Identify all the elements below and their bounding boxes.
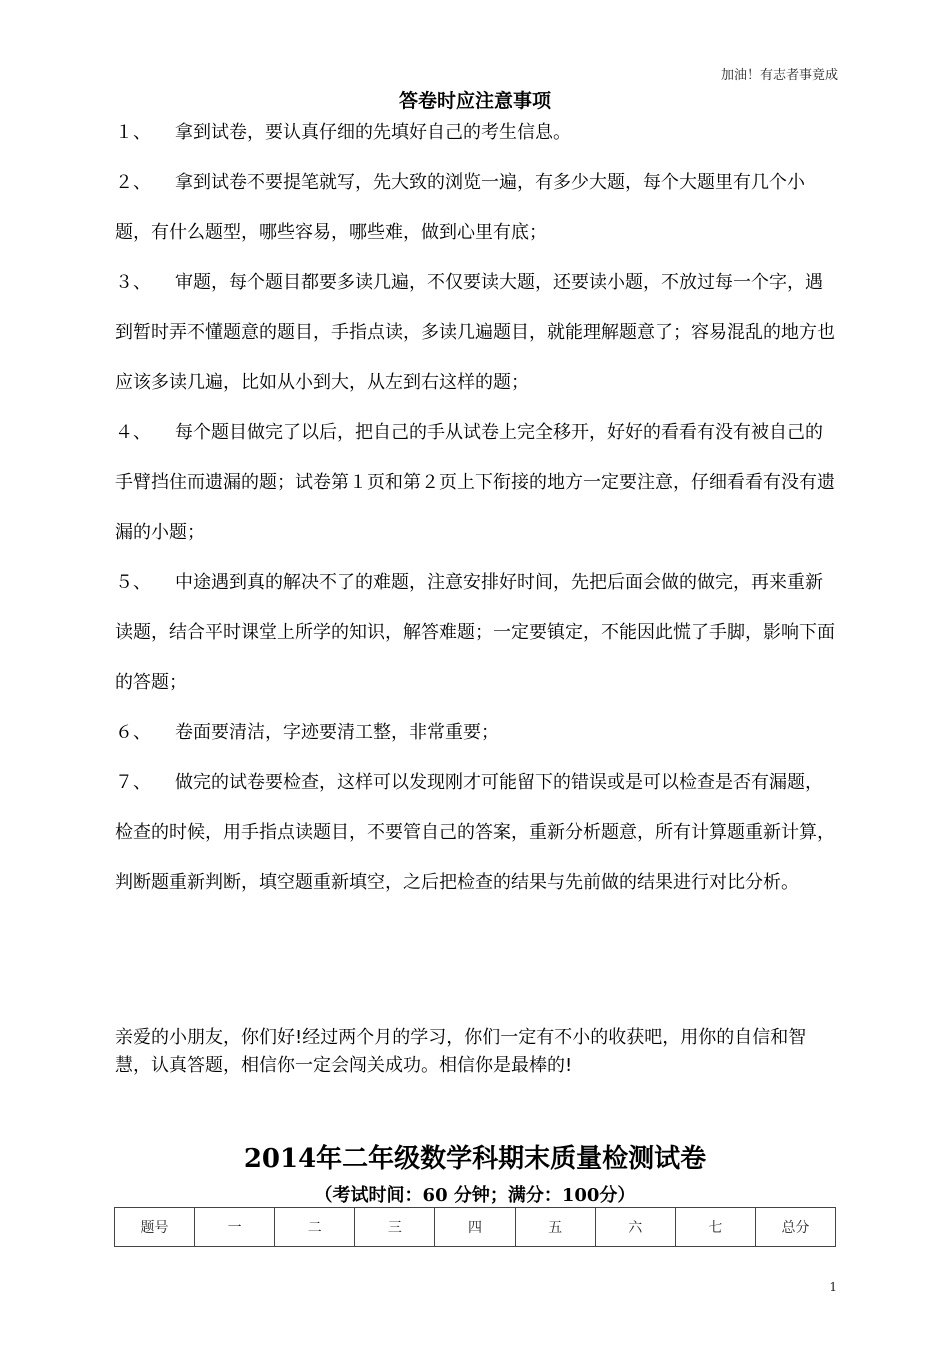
notice-text: 中途遇到真的解决不了的难题，注意安排好时间，先把后面会做的做完，再来重新读题，结合平时课堂上所学的知识，解答难题；一定要镇定，不能因此慌了手脚，影响下面的答题； [115, 572, 835, 693]
notice-text: 做完的试卷要检查，这样可以发现刚才可能留下的错误或是可以检查是否有漏题，检查的时候，用手指点读题目，不要管自己的答案，重新分析题意，所有计算题重新计算，判断题重新判断，填空题重新填空，之后把检查的结果与先前做的结果进行对比分析。 [115, 772, 835, 893]
page-number: 1 [829, 1280, 837, 1294]
notice-title: 答卷时应注意事项 [398, 90, 551, 112]
score-table-cell: 总分 [755, 1208, 835, 1247]
notice-number: ５、 [115, 572, 151, 593]
notice-text: 每个题目做完了以后，把自己的手从试卷上完全移开，好好的看看有没有被自己的手臂挡住而遗漏的题；试卷第１页和第２页上下衔接的地方一定要注意，仔细看看有没有遗漏的小题； [115, 422, 835, 543]
header-motto: 加油！有志者事竟成 [720, 68, 838, 83]
notice-number: ２、 [115, 172, 151, 193]
notice-number: ７、 [115, 772, 151, 793]
notice-text: 审题，每个题目都要多读几遍，不仅要读大题，还要读小题，不放过每一个字，遇到暂时弄不懂题意的题目，手指点读，多读几遍题目，就能理解题意了；容易混乱的地方也应该多读几遍，比如从小到大，从左到右这样的题； [115, 272, 835, 393]
notice-item-6 [115, 708, 837, 758]
notice-item-4 [115, 408, 837, 558]
score-table-cell: 一 [195, 1208, 275, 1247]
notice-number: ４、 [115, 422, 151, 443]
notice-text: 拿到试卷不要提笔就写，先大致的浏览一遍，有多少大题，每个大题里有几个小题，有什么题型，哪些容易，哪些难，做到心里有底； [115, 172, 805, 243]
score-table-cell: 题号 [115, 1208, 195, 1247]
notice-item-7 [115, 758, 837, 908]
greeting-paragraph: 亲爱的小朋友，你们好!经过两个月的学习，你们一定有不小的收获吧，用你的自信和智慧，认真答题，相信你一定会闯关成功。相信你是最棒的! [115, 1027, 807, 1076]
score-table-header-row [115, 1208, 836, 1247]
score-table-cell: 四 [435, 1208, 515, 1247]
notice-number: １、 [115, 122, 151, 143]
notice-number: ６、 [115, 722, 151, 743]
score-table-cell: 七 [675, 1208, 755, 1247]
score-table-cell: 三 [355, 1208, 435, 1247]
score-table-cell: 二 [275, 1208, 355, 1247]
exam-info: （考试时间：60 分钟；满分：100分） [314, 1185, 636, 1206]
notice-text: 卷面要清洁，字迹要清工整，非常重要； [175, 722, 499, 743]
notice-item-5 [115, 558, 837, 708]
notice-item-2 [115, 158, 837, 258]
score-table [114, 1207, 836, 1247]
notice-list [115, 108, 837, 908]
score-table-cell: 六 [595, 1208, 675, 1247]
notice-text: 拿到试卷，要认真仔细的先填好自己的考生信息。 [175, 122, 571, 143]
notice-item-3 [115, 258, 837, 408]
notice-item-1 [115, 108, 837, 158]
notice-number: ３、 [115, 272, 151, 293]
exam-title: 2014年二年级数学科期末质量检测试卷 [243, 1144, 707, 1174]
score-table-cell: 五 [515, 1208, 595, 1247]
